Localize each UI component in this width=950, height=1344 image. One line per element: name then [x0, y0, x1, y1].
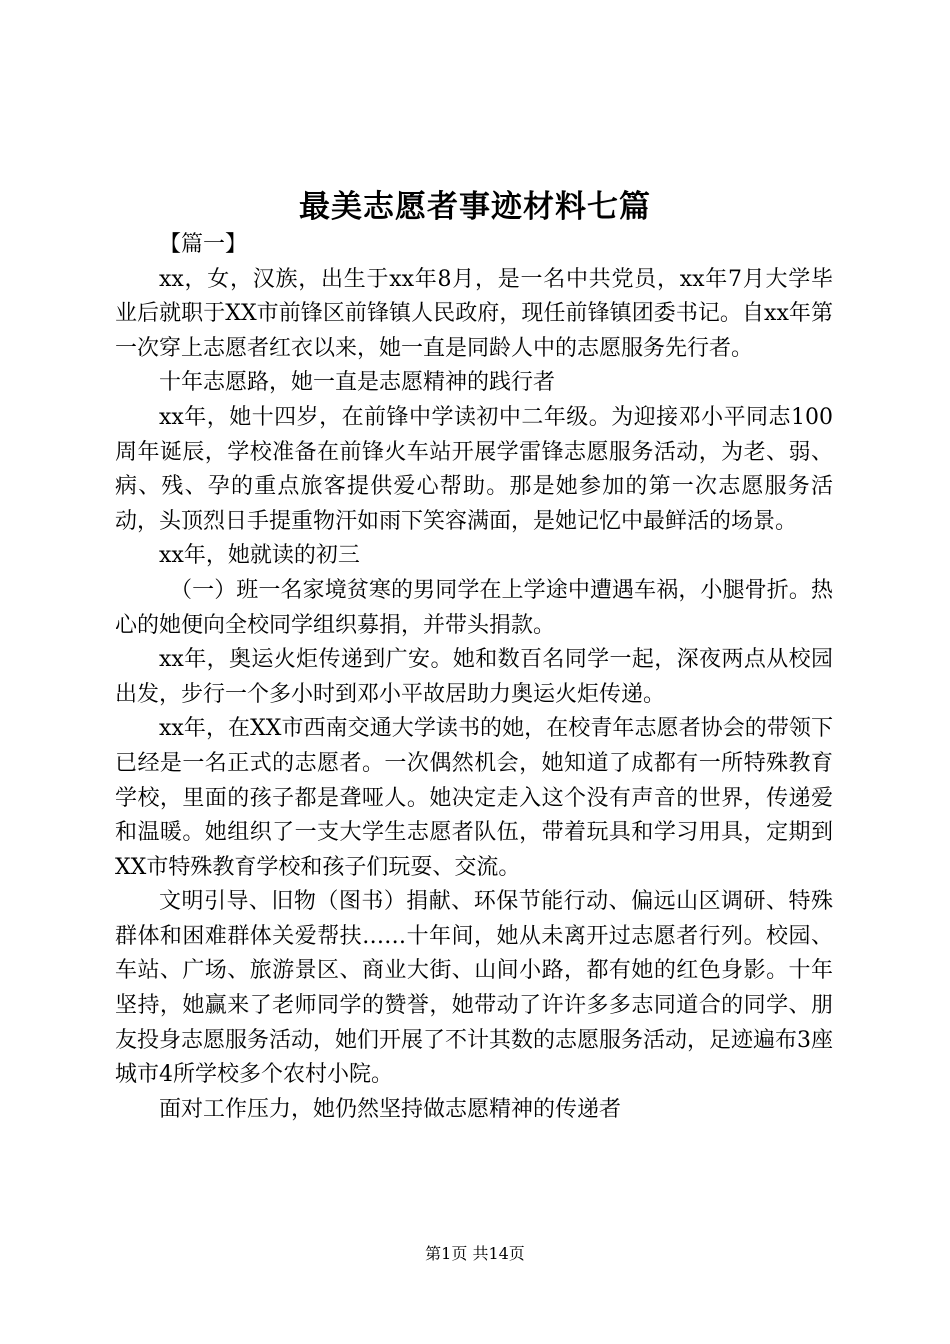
document-body	[115, 228, 833, 1127]
paragraph: xx，女，汉族，出生于xx年8月，是一名中共党员，xx年7月大学毕业后就职于XX市前锋区前锋镇人民政府，现任前锋镇团委书记。自xx年第一次穿上志愿者红衣以来，她一直是同龄人中的志愿服务先行者。	[115, 266, 833, 361]
paragraph: xx年，她就读的初三	[159, 543, 360, 569]
paragraph: 十年志愿路，她一直是志愿精神的践行者	[159, 370, 556, 396]
paragraph: xx年，奥运火炬传递到广安。她和数百名同学一起，深夜两点从校园出发，步行一个多小时到邓小平故居助力奥运火炬传递。	[115, 647, 833, 707]
paragraph: （一）班一名家境贫寒的男同学在上学途中遭遇车祸，小腿骨折。热心的她便向全校同学组织募捐，并带头捐款。	[115, 577, 833, 638]
section-heading: 【篇一】	[159, 232, 248, 257]
document-title: 最美志愿者事迹材料七篇	[299, 189, 651, 225]
paragraph: xx年，在XX市西南交通大学读书的她，在校青年志愿者协会的带领下已经是一名正式的志愿者。一次偶然机会，她知道了成都有一所特殊教育学校，里面的孩子都是聋哑人。她决定走入这个没有声音的世界，传递爱和温暖。她组织了一支大学生志愿者队伍，带着玩具和学习用具，定期到XX市特殊教育学校和孩子们玩耍、交流。	[115, 716, 833, 880]
page-footer: 第1页 共14页	[425, 1244, 525, 1263]
paragraph: 面对工作压力，她仍然坚持做志愿精神的传递者	[159, 1096, 622, 1122]
paragraph: xx年，她十四岁，在前锋中学读初中二年级。为迎接邓小平同志100周年诞辰，学校准备在前锋火车站开展学雷锋志愿服务活动，为老、弱、病、残、孕的重点旅客提供爱心帮助。那是她参加的第一次志愿服务活动，头顶烈日手提重物汗如雨下笑容满面，是她记忆中最鲜活的场景。	[115, 404, 833, 534]
paragraph: 文明引导、旧物（图书）捐献、环保节能行动、偏远山区调研、特殊群体和困难群体关爱帮扶……十年间，她从未离开过志愿者行列。校园、车站、广场、旅游景区、商业大街、山间小路，都有她的红色身影。十年坚持，她赢来了老师同学的赞誉，她带动了许许多多志同道合的同学、朋友投身志愿服务活动，她们开展了不计其数的志愿服务活动，足迹遍布3座城市4所学校多个农村小院。	[115, 889, 833, 1088]
